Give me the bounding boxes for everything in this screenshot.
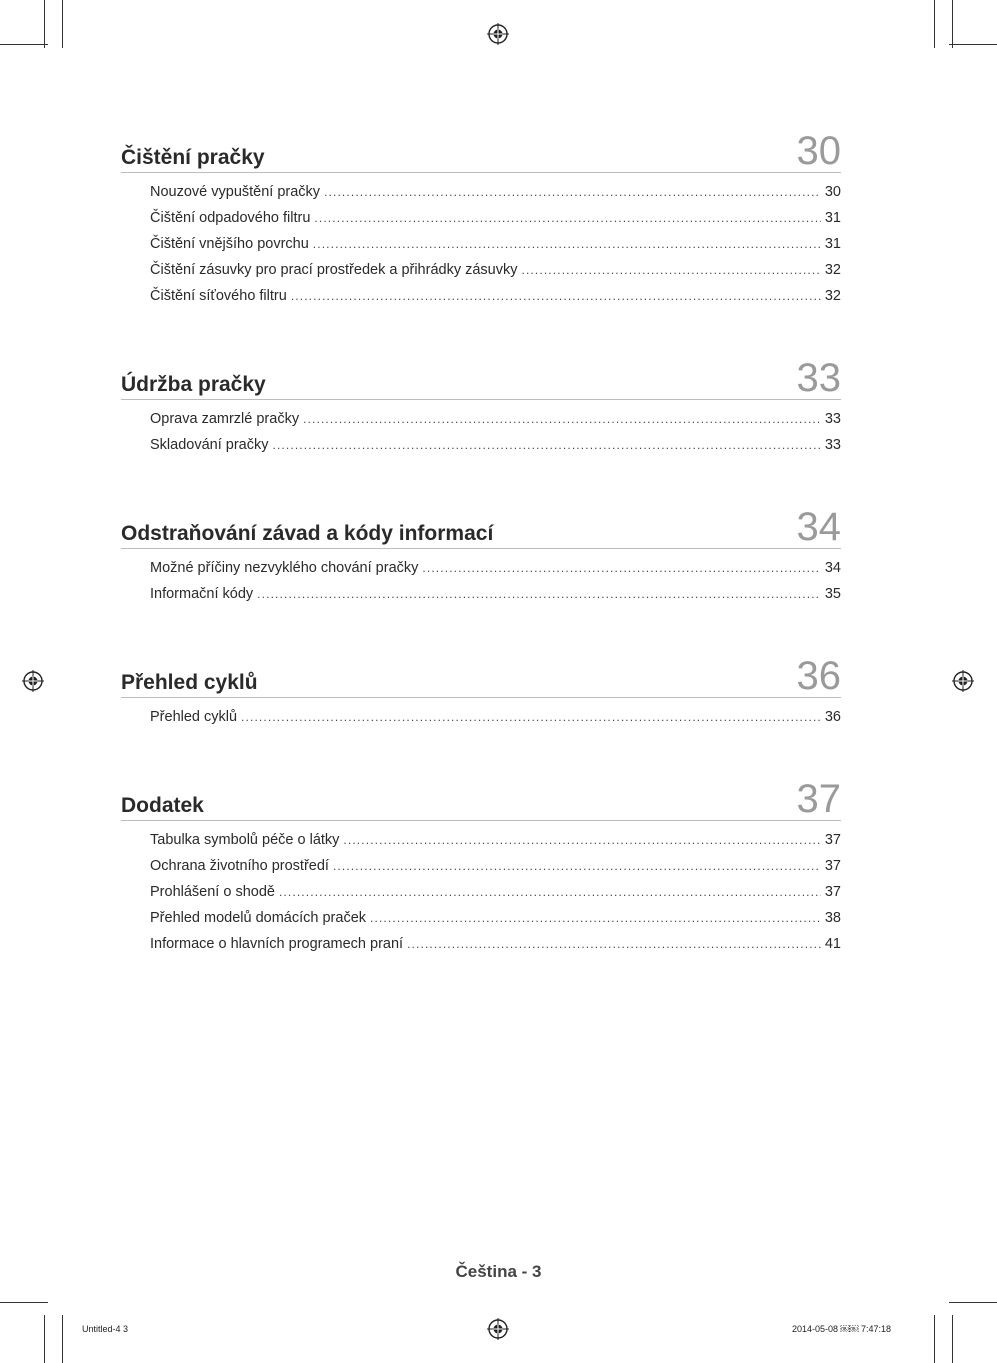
entry-label: Přehled cyklů [150,709,238,725]
entry-label: Skladování pračky [150,437,269,453]
entry-page: 30 [824,184,841,200]
toc-entry[interactable] [150,931,841,957]
entry-label: Čištění odpadového filtru [150,210,311,226]
section-header [121,655,841,698]
toc-entry[interactable] [150,179,841,205]
dot-leader [279,879,821,905]
section-page-number: 30 [796,129,841,173]
toc-entry[interactable] [150,231,841,257]
dot-leader [370,905,821,931]
entry-list [150,179,841,309]
section-page-number: 37 [796,777,841,821]
crop-mark [949,1302,997,1303]
crop-mark [934,1315,935,1363]
section-header [121,130,841,173]
registration-mark-icon [487,1318,509,1340]
entry-page: 35 [824,586,841,602]
toc-entry[interactable] [150,555,841,581]
entry-label: Možné příčiny nezvyklého chování pračky [150,560,419,576]
registration-mark-icon [952,670,974,692]
toc-section [121,655,841,730]
dot-leader [272,432,820,458]
toc-entry[interactable] [150,432,841,458]
entry-page: 33 [824,411,841,427]
crop-mark [44,1315,45,1363]
toc-section [121,506,841,607]
entry-label: Prohlášení o shodě [150,884,275,900]
dot-leader [521,257,820,283]
section-title: Dodatek [121,794,204,817]
dot-leader [324,179,821,205]
section-title: Odstraňování závad a kódy informací [121,522,494,545]
toc-section [121,357,841,458]
section-page-number: 36 [796,654,841,698]
section-header [121,778,841,821]
page-footer-label: Čeština - 3 [455,1262,542,1281]
dot-leader [314,205,820,231]
entry-list [150,555,841,607]
dot-leader [257,581,821,607]
entry-list [150,406,841,458]
section-title: Přehled cyklů [121,671,258,694]
entry-label: Informace o hlavních programech praní [150,936,404,952]
registration-mark-icon [22,670,44,692]
crop-mark [934,0,935,48]
entry-label: Čištění vnějšího povrchu [150,236,309,252]
dot-leader [291,283,821,309]
crop-mark [62,0,63,48]
section-page-number: 33 [796,356,841,400]
dot-leader [303,406,821,432]
section-title: Čištění pračky [121,146,265,169]
entry-page: 34 [824,560,841,576]
crop-mark [44,0,45,48]
section-header [121,506,841,549]
crop-mark [949,44,997,45]
toc-entry[interactable] [150,406,841,432]
toc-section [121,778,841,957]
entry-label: Informační kódy [150,586,254,602]
entry-list [150,827,841,957]
toc-entry[interactable] [150,205,841,231]
entry-page: 31 [824,236,841,252]
dot-leader [313,231,821,257]
crop-mark [62,1315,63,1363]
entry-label: Oprava zamrzlé pračky [150,411,300,427]
entry-label: Tabulka symbolů péče o látky [150,832,340,848]
toc-entry[interactable] [150,704,841,730]
entry-label: Čištění zásuvky pro prací prostředek a přihrádky zásuvky [150,262,518,278]
entry-page: 32 [824,288,841,304]
entry-page: 37 [824,858,841,874]
entry-page: 32 [824,262,841,278]
entry-label: Čištění síťového filtru [150,288,287,304]
entry-page: 31 [824,210,841,226]
toc-entry[interactable] [150,581,841,607]
section-page-number: 34 [796,505,841,549]
section-header [121,357,841,400]
dot-leader [241,704,821,730]
entry-page: 38 [824,910,841,926]
crop-mark [0,1302,48,1303]
toc-entry[interactable] [150,853,841,879]
entry-label: Nouzové vypuštění pračky [150,184,321,200]
toc-entry[interactable] [150,257,841,283]
dot-leader [407,931,821,957]
crop-mark [952,1315,953,1363]
crop-mark [0,44,48,45]
entry-page: 36 [824,709,841,725]
dot-leader [343,827,820,853]
slug-file-label: Untitled-4 3 [82,1324,129,1334]
toc-entry[interactable] [150,827,841,853]
entry-page: 37 [824,832,841,848]
dot-leader [333,853,821,879]
slug-datetime-label: 2014-05-08 ￼￼ 7:47:18 [792,1324,892,1334]
toc-entry[interactable] [150,905,841,931]
section-title: Údržba pračky [121,373,266,396]
toc-entry[interactable] [150,283,841,309]
entry-list [150,704,841,730]
entry-page: 41 [824,936,841,952]
entry-page: 37 [824,884,841,900]
registration-mark-icon [487,23,509,45]
entry-page: 33 [824,437,841,453]
entry-label: Ochrana životního prostředí [150,858,329,874]
dot-leader [422,555,820,581]
toc-section [121,130,841,309]
entry-label: Přehled modelů domácích praček [150,910,367,926]
crop-mark [952,0,953,48]
toc-entry[interactable] [150,879,841,905]
